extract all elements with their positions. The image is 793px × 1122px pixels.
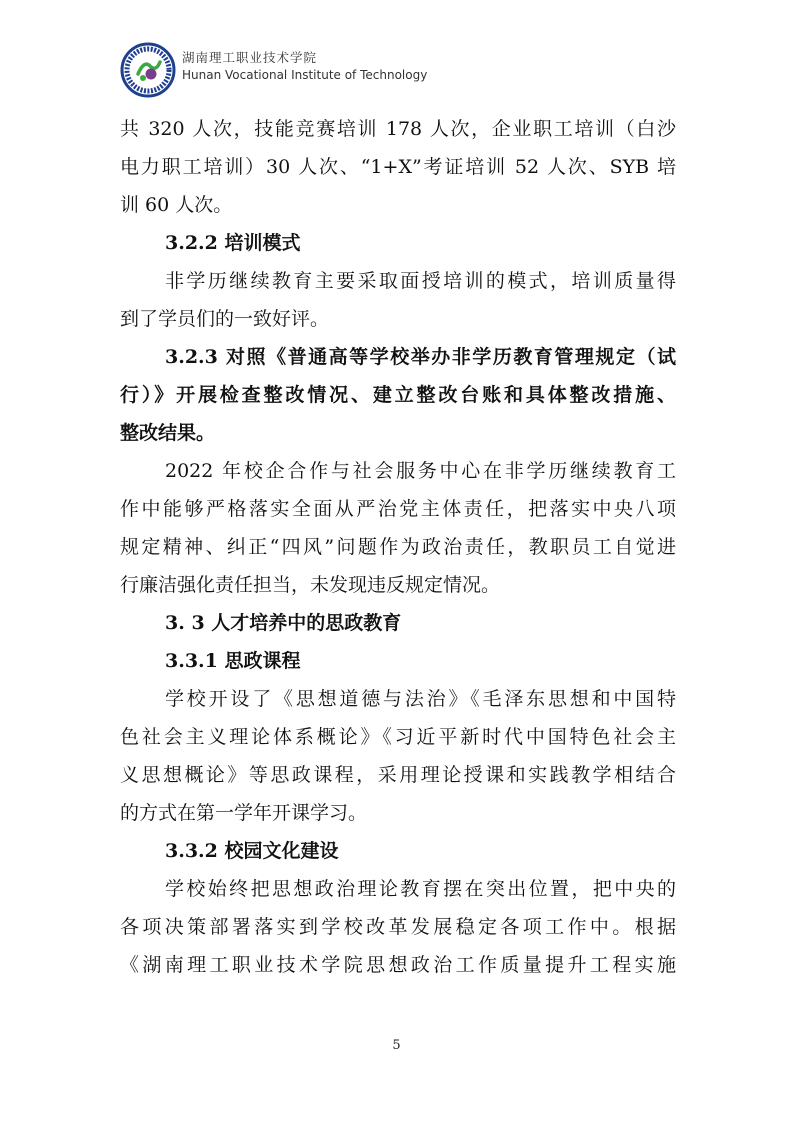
text-line: 到了学员们的一致好评。: [120, 308, 330, 330]
text-line: 学校开设了《思想道德与法治》《毛泽东思想和中国特: [165, 688, 676, 710]
section-heading: 3.2.2 培训模式: [165, 232, 301, 254]
document-body: [120, 110, 676, 984]
page-header: [120, 42, 680, 102]
text-line: 共 320 人次，技能竞赛培训 178 人次，企业职工培训（白沙: [120, 118, 676, 140]
section-heading: 行）》开展检查整改情况、建立整改台账和具体整改措施、: [120, 384, 676, 406]
section-heading: 3.3.1 思政课程: [165, 650, 301, 672]
text-line: 行廉洁强化责任担当，未发现违反规定情况。: [120, 574, 501, 596]
section-heading: 3.2.3 对照《普通高等学校举办非学历教育管理规定（试: [165, 346, 676, 368]
org-name-en: Hunan Vocational Institute of Technology: [182, 68, 428, 82]
section-heading: 3.3.2 校园文化建设: [165, 840, 339, 862]
page-number: 5: [392, 1038, 401, 1053]
text-line: 的方式在第一学年开课学习。: [120, 802, 368, 824]
text-line: 训 60 人次。: [120, 194, 233, 216]
org-name-cn: 湖南理工职业技术学院: [182, 50, 318, 65]
text-line: 作中能够严格落实全面从严治党主体责任，把落实中央八项: [120, 498, 676, 520]
text-line: 各项决策部署落实到学校改革发展稳定各项工作中。根据: [120, 916, 676, 938]
text-line: 规定精神、纠正“四风”问题作为政治责任，教职员工自觉进: [120, 536, 676, 558]
section-heading: 3. 3 人才培养中的思政教育: [165, 612, 402, 634]
text-line: 《湖南理工职业技术学院思想政治工作质量提升工程实施: [120, 954, 676, 976]
text-line: 2022 年校企合作与社会服务中心在非学历继续教育工: [165, 460, 676, 482]
text-line: 学校始终把思想政治理论教育摆在突出位置，把中央的: [165, 878, 676, 900]
text-line: 义思想概论》等思政课程，采用理论授课和实践教学相结合: [120, 764, 676, 786]
section-heading: 整改结果。: [120, 422, 216, 444]
school-emblem-icon: [120, 42, 176, 98]
text-line: 非学历继续教育主要采取面授培训的模式，培训质量得: [165, 270, 676, 292]
text-line: 色社会主义理论体系概论》《习近平新时代中国特色社会主: [120, 726, 676, 748]
text-line: 电力职工培训）30 人次、“1+X”考证培训 52 人次、SYB 培: [120, 156, 676, 178]
